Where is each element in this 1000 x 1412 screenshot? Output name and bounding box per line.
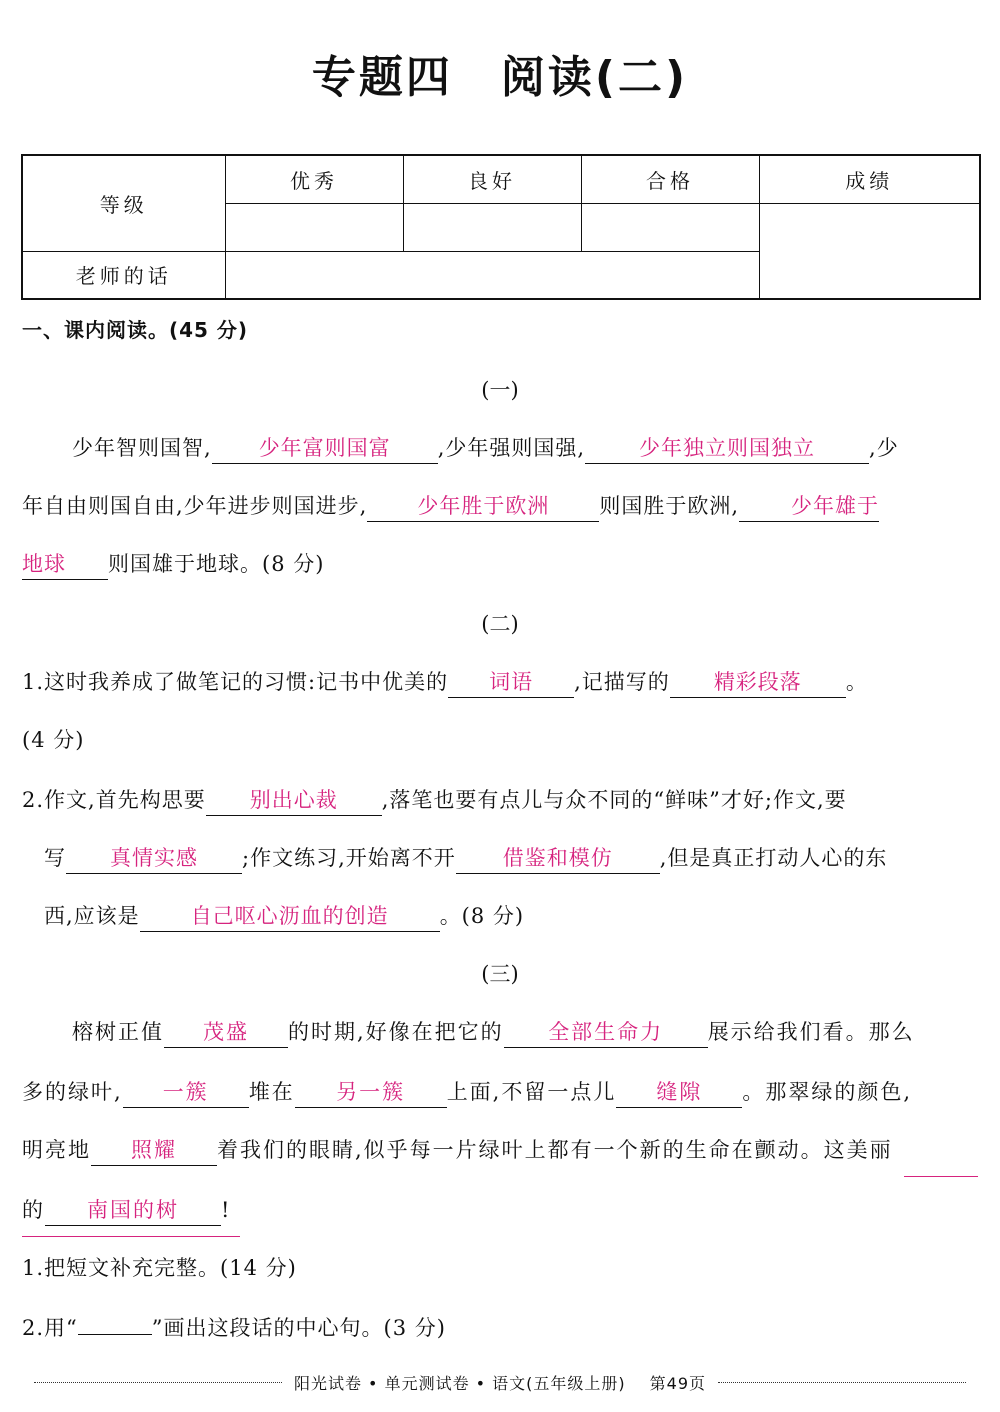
grade-cell-good[interactable]	[403, 203, 581, 251]
grade-cell-excellent[interactable]	[225, 203, 403, 251]
footer-page-number: 第49页	[649, 1373, 707, 1393]
sec3-q1: 1.把短文补充完整。(14 分)	[22, 1256, 297, 1280]
answer-blank[interactable]	[295, 1077, 447, 1108]
text: 。(8 分)	[439, 904, 525, 928]
grade-col-excellent: 优秀	[225, 155, 403, 203]
sec3-line1	[72, 1012, 980, 1052]
text: 则国胜于欧洲,	[599, 494, 740, 518]
score-cell[interactable]	[759, 203, 980, 299]
answer-blank[interactable]	[164, 1017, 288, 1048]
answer-text: 茂盛	[203, 1020, 249, 1044]
answer-blank[interactable]	[66, 843, 242, 874]
section3-heading: (三)	[481, 962, 519, 986]
answer-blank[interactable]	[585, 433, 869, 464]
text: 。那翠绿的颜色,	[742, 1080, 913, 1104]
sec2-q1-score: (4 分)	[22, 728, 85, 752]
answer-text: 精彩段落	[713, 670, 802, 694]
grade-cell-pass[interactable]	[581, 203, 759, 251]
answer-blank[interactable]	[91, 1135, 217, 1166]
text: ,但是真正打动人心的东	[659, 846, 888, 870]
text: 则国雄于地球。(8 分)	[108, 552, 325, 576]
sec1-line1	[72, 428, 980, 468]
text: 堆在	[248, 1080, 295, 1104]
page-footer	[34, 1368, 966, 1396]
page-title	[0, 48, 1000, 108]
sec1-line3	[22, 544, 980, 584]
sec2-q1-line1	[22, 662, 980, 702]
grade-col-pass: 合格	[581, 155, 759, 203]
text: ”画出这段话的中心句。(3 分)	[151, 1316, 446, 1340]
answer-blank[interactable]	[739, 491, 879, 522]
text: 的	[22, 1198, 45, 1222]
title-sub: 阅读(二)	[500, 52, 689, 103]
footer-dots-left	[34, 1382, 282, 1383]
answer-blank[interactable]	[45, 1195, 221, 1226]
answer-blank[interactable]	[448, 667, 574, 698]
answer-blank[interactable]	[212, 433, 438, 464]
answer-blank[interactable]	[616, 1077, 742, 1108]
answer-text: 全部生命力	[548, 1020, 664, 1044]
sec2-q2-line3	[44, 896, 1000, 936]
answer-text: 自己呕心沥血的创造	[190, 904, 389, 928]
teacher-comment-label: 老师的话	[22, 251, 225, 299]
answer-blank[interactable]	[670, 667, 846, 698]
answer-text: 缝隙	[656, 1080, 703, 1104]
teacher-comment-cell[interactable]	[225, 251, 759, 299]
text: 西,应该是	[44, 904, 140, 928]
answer-text: 另一簇	[336, 1080, 406, 1104]
answer-blank[interactable]	[206, 785, 382, 816]
grade-table	[21, 154, 981, 300]
text: 上面,不留一点儿	[446, 1080, 617, 1104]
text: ,少	[869, 436, 899, 460]
text: 年自由则国自由,少年进步则国进步,	[22, 494, 368, 518]
text: 1.这时我养成了做笔记的习惯:记书中优美的	[22, 670, 449, 694]
underline-sample	[78, 1310, 152, 1335]
answer-blank[interactable]	[456, 843, 660, 874]
text: ,记描写的	[574, 670, 670, 694]
answer-text: 少年胜于欧洲	[417, 494, 550, 518]
text: 2.用“	[22, 1316, 78, 1340]
answer-text: 少年雄于	[791, 494, 880, 518]
answer-blank[interactable]	[22, 549, 108, 580]
answer-text: 一簇	[162, 1080, 209, 1104]
answer-text: 少年富则国富	[258, 436, 391, 460]
answer-blank[interactable]	[367, 491, 599, 522]
sec3-line3	[22, 1130, 980, 1170]
text: 多的绿叶,	[22, 1080, 123, 1104]
text: ;作文练习,开始离不开	[242, 846, 456, 870]
sec3-line2	[22, 1072, 980, 1112]
text: 少年智则国智,	[72, 436, 212, 460]
text: 榕树正值	[72, 1020, 164, 1044]
title-main: 专题四	[311, 52, 453, 103]
sec1-line2	[22, 486, 980, 526]
answer-text: 少年独立则国独立	[639, 436, 816, 460]
text: 的时期,好像在把它的	[288, 1020, 504, 1044]
footer-dots-right	[718, 1382, 966, 1383]
answer-blank[interactable]	[123, 1077, 249, 1108]
text: 2.作文,首先构思要	[22, 788, 206, 812]
grade-col-score: 成绩	[759, 155, 980, 203]
answer-text: 词语	[489, 670, 534, 694]
text: !	[221, 1198, 232, 1222]
text: 。	[845, 670, 868, 694]
text: 写	[44, 846, 66, 870]
sec2-q2-line1	[22, 780, 980, 820]
text: 展示给我们看。那么	[707, 1020, 915, 1044]
section2-heading: (二)	[481, 612, 519, 636]
text: ,少年强则国强,	[437, 436, 586, 460]
grade-label: 等级	[22, 155, 225, 251]
sec3-q2	[22, 1308, 980, 1348]
sec3-line4	[22, 1190, 980, 1230]
answer-text: 别出心裁	[249, 788, 338, 812]
footer-series: 阳光试卷 • 单元测试卷 • 语文(五年级上册)	[293, 1373, 626, 1393]
answer-text: 照耀	[131, 1138, 177, 1162]
answer-text: 真情实感	[110, 846, 198, 870]
answer-blank[interactable]	[140, 901, 440, 932]
text: ,落笔也要有点儿与众不同的“鲜味”才好;作文,要	[381, 788, 847, 812]
center-sentence-underline	[22, 1236, 240, 1237]
answer-text: 地球	[22, 552, 66, 576]
answer-text: 南国的树	[87, 1198, 179, 1222]
section1-heading: (一)	[481, 378, 519, 402]
answer-blank[interactable]	[504, 1017, 708, 1048]
part1-heading: 一、课内阅读。(45 分)	[22, 318, 249, 342]
answer-text: 借鉴和模仿	[502, 846, 613, 870]
text: 明亮地	[22, 1138, 91, 1162]
text: 着我们的眼睛,似乎每一片绿叶上都有一个新的生命在颤动。这美丽	[217, 1138, 893, 1162]
grade-col-good: 良好	[403, 155, 581, 203]
center-sentence-underline	[904, 1176, 978, 1177]
sec2-q2-line2	[44, 838, 1000, 878]
